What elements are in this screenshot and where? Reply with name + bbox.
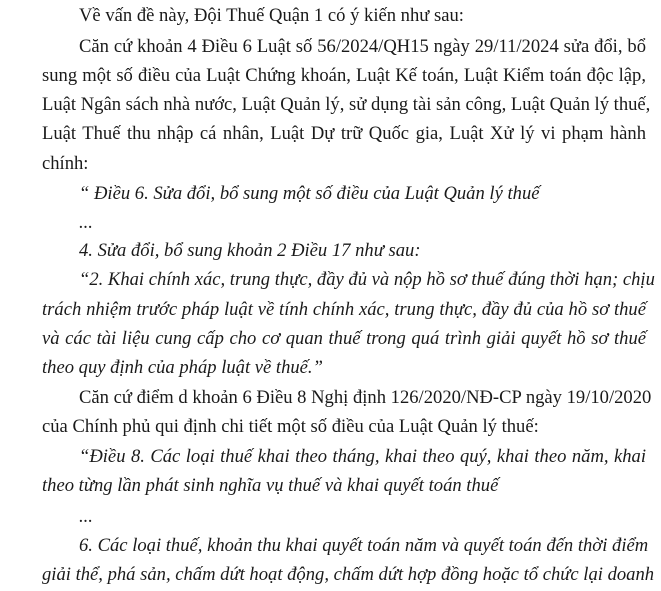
quote-heading-article-8-cont: theo từng lần phát sinh nghĩa vụ thuế và khai quyết toán thuế xyxy=(42,475,499,496)
quote-line-4: theo quy định của pháp luật về thuế.” xyxy=(42,357,323,378)
text-line-1: Về vấn đề này, Đội Thuế Quận 1 có ý kiến như sau: xyxy=(79,5,464,26)
text-line-6: chính: xyxy=(42,153,89,174)
quote-heading-article-6: “ Điều 6. Sửa đổi, bổ sung một số điều của Luật Quản lý thuế xyxy=(79,183,540,204)
quote-clause-6-line-1: 6. Các loại thuế, khoản thu khai quyết toán năm và quyết toán đến thời điểm xyxy=(79,535,649,556)
quote-line-2: trách nhiệm trước pháp luật về tính chính xác, trung thực, đầy đủ của hồ sơ thuế xyxy=(42,299,646,320)
quote-clause-6-line-2: giải thể, phá sản, chấm dứt hoạt động, chấm dứt hợp đồng hoặc tổ chức lại doanh xyxy=(42,564,655,585)
quote-heading-article-8: “Điều 8. Các loại thuế khai theo tháng, khai theo quý, khai theo năm, khai xyxy=(79,446,646,467)
quote-line-1: “2. Khai chính xác, trung thực, đầy đủ và nộp hồ sơ thuế đúng thời hạn; chịu xyxy=(79,269,655,290)
ellipsis-1: ... xyxy=(79,212,93,233)
text-line-4: Luật Ngân sách nhà nước, Luật Quản lý, sử dụng tài sản công, Luật Quản lý thuế, xyxy=(42,94,651,115)
text-line-2: Căn cứ khoản 4 Điều 6 Luật số 56/2024/QH15 ngày 29/11/2024 sửa đổi, bổ xyxy=(79,36,646,57)
text-line-3: sung một số điều của Luật Chứng khoán, Luật Kế toán, Luật Kiểm toán độc lập, xyxy=(42,65,646,86)
ellipsis-2: ... xyxy=(79,506,93,527)
text-line-8: của Chính phủ qui định chi tiết một số điều của Luật Quản lý thuế: xyxy=(42,416,539,437)
quote-clause-4: 4. Sửa đổi, bổ sung khoản 2 Điều 17 như sau: xyxy=(79,240,421,261)
text-line-7: Căn cứ điểm d khoản 6 Điều 8 Nghị định 126/2020/NĐ-CP ngày 19/10/2020 xyxy=(79,387,652,408)
text-line-5: Luật Thuế thu nhập cá nhân, Luật Dự trữ Quốc gia, Luật Xử lý vi phạm hành xyxy=(42,123,646,144)
quote-line-3: và các tài liệu cung cấp cho cơ quan thuế trong quá trình giải quyết hồ sơ thuế xyxy=(42,328,646,349)
